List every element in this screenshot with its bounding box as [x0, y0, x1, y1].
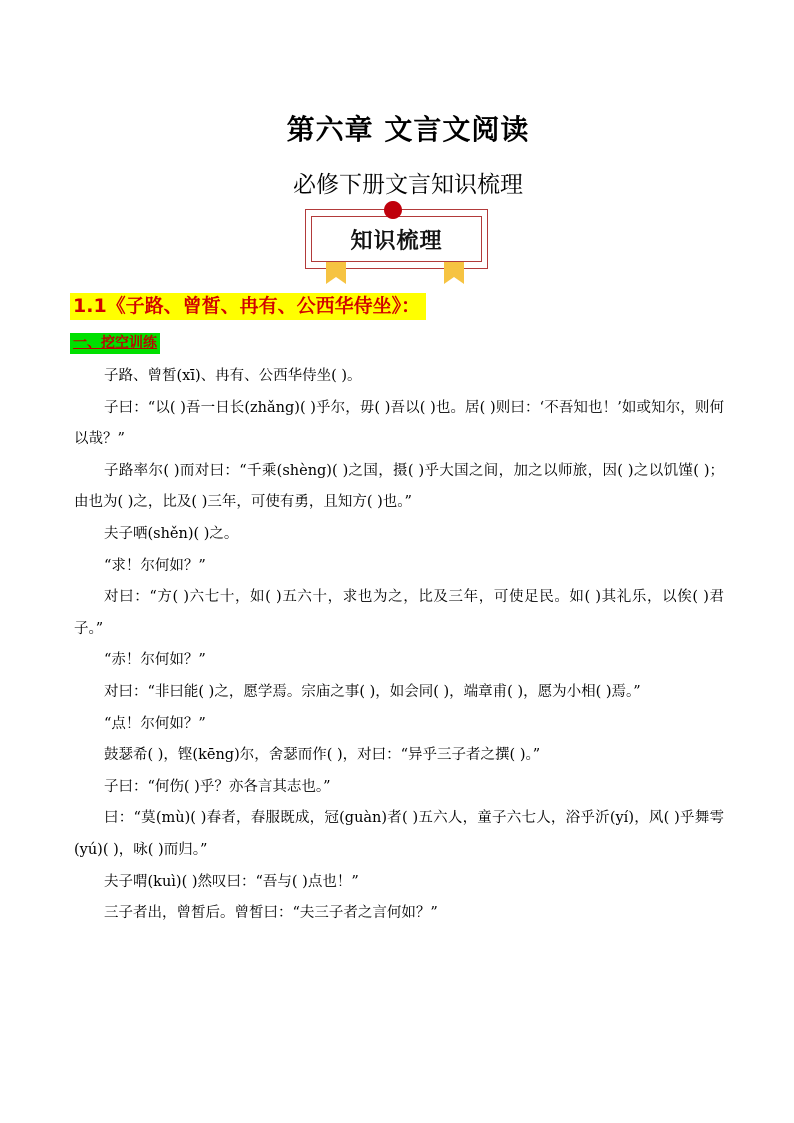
paragraph: “求！尔何如？”	[104, 557, 206, 574]
paragraph: “点！尔何如？”	[104, 715, 206, 732]
paragraph: 夫子哂(shěn)( )之。	[104, 525, 239, 542]
chapter-title: 第六章 文言文阅读	[286, 113, 530, 146]
paragraph: 三子者出，曾皙后。曾皙曰：“夫三子者之言何如？”	[104, 905, 438, 922]
badge-dot-icon	[384, 201, 402, 219]
chapter-subtitle: 必修下册文言知识梳理	[293, 172, 523, 198]
subsection-title: 一、挖空训练	[70, 333, 160, 354]
paragraph: 夫子喟(kuì)( )然叹曰：“吾与( )点也！”	[104, 873, 359, 890]
paragraph: 子路率尔( )而对曰：“千乘(shèng)( )之国，摄( )乎大国之间，加之以师旅，因( )之以饥馑( )；由也为( )之，比及( )三年，可使有勇，且知方( )也。”	[74, 462, 724, 511]
ribbon-right-icon	[444, 262, 464, 284]
paragraph: 子曰：“以( )吾一日长(zhǎng)( )乎尔，毋( )吾以( )也。居( )则曰：‘不吾知也！’如或知尔，则何以哉？”	[74, 399, 724, 448]
section-title: 1.1《子路、曾皙、冉有、公西华侍坐》：	[70, 293, 426, 320]
paragraph: 曰：“莫(mù)( )春者，春服既成，冠(guàn)者( )五六人，童子六七人，浴乎沂(yí)，风( )乎舞雩(yú)( )，咏( )而归。”	[74, 810, 724, 858]
paragraph: 子曰：“何伤( )乎？亦各言其志也。”	[104, 778, 331, 795]
exercise-text	[74, 361, 724, 930]
paragraph: “赤！尔何如？”	[104, 652, 206, 669]
badge-label: 知识梳理	[311, 216, 482, 262]
ribbon-left-icon	[326, 262, 346, 284]
paragraph: 对曰：“方( )六七十，如( )五六十，求也为之，比及三年，可使足民。如( )其礼乐，以俟( )君子。”	[74, 589, 724, 637]
paragraph: 子路、曾皙(xī)、冉有、公西华侍坐( )。	[104, 368, 362, 384]
paragraph: 对曰：“非曰能( )之，愿学焉。宗庙之事( )，如会同( )，端章甫( )，愿为小相( )焉。”	[104, 683, 641, 700]
paragraph: 鼓瑟希( )，铿(kēng)尔，舍瑟而作( )，对曰：“异乎三子者之撰( )。”	[104, 747, 541, 764]
